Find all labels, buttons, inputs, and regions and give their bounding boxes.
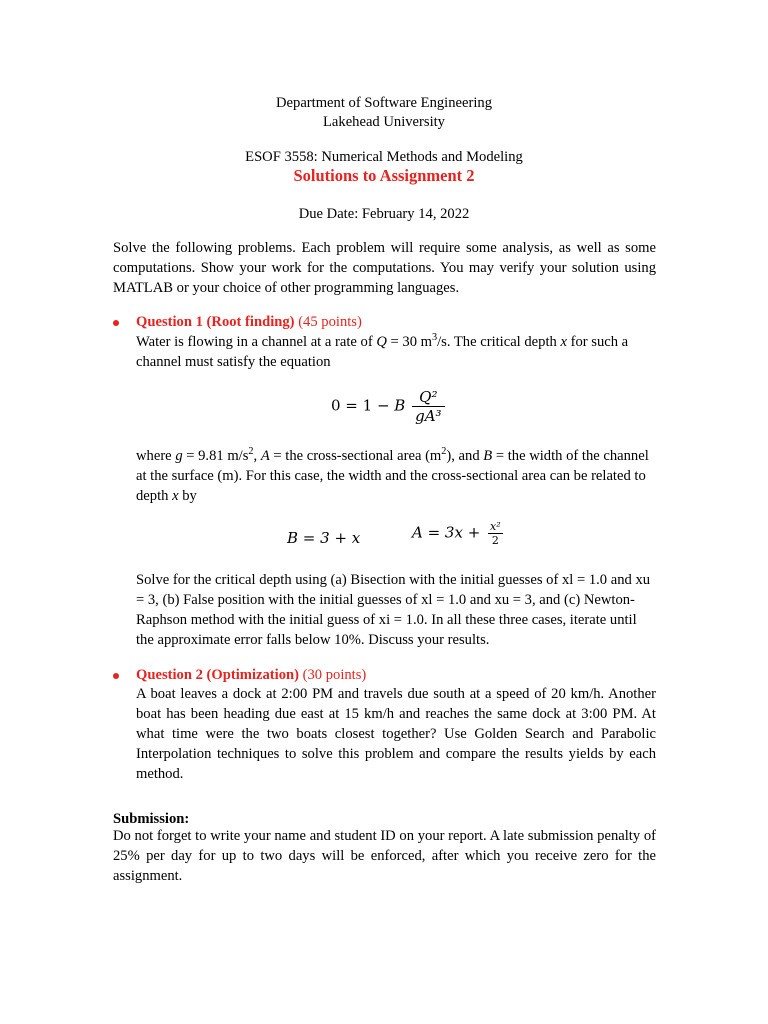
q1-heading: Question 1 (Root finding): [136, 314, 295, 330]
due-date: Due Date: February 14, 2022: [298, 206, 470, 222]
university-line: Lakehead University: [323, 114, 445, 130]
q2-heading: Question 2 (Optimization): [136, 667, 299, 683]
equation-small-fraction: $\frac{\text{x²}}{2}$: [490, 520, 501, 547]
submission-heading: Submission:: [113, 811, 190, 827]
q2-heading-line: [136, 665, 656, 685]
equation-critical-depth: 0 = 1 − B $\frac{\text{Q²}}{\text{gA³}}$: [331, 388, 447, 425]
q1-paragraph-3: Solve for the critical depth using (a) Bisection with the initial guesses of xl = 1.0 and xu = 3, (b) False position with the initial guesses of xl = 1.0 and xu = 3, and (c) Newton-Raphson method with the initial guess of xi = 1.0. In all these three cases, iterate until the approximate error falls below 10%. Discuss your results.: [136, 572, 651, 648]
q1-points: (45 points): [298, 314, 362, 330]
q2-points: (30 points): [302, 667, 367, 683]
course-line: ESOF 3558: Numerical Methods and Modeling: [245, 149, 523, 165]
bullet-icon: [113, 313, 123, 333]
equation-area: A = 3x + $\frac{\text{x²}}{2}$: [412, 520, 501, 547]
intro-paragraph: Solve the following problems. Each problem will require some analysis, as well as some computations. Show your work for the computations. You may verify your solution using MATLAB or your choice of other programming languages.: [113, 240, 656, 296]
department-line: Department of Software Engineering: [276, 95, 492, 111]
q2-body: A boat leaves a dock at 2:00 PM and travels due south at a speed of 20 km/h. Another boat has been heading due east at 15 km/h and reaches the same dock at 3:00 PM. At what time were the two boats closest together? Use Golden Search and Parabolic Interpolation techniques to solve this problem and compare the results yields by each method.: [136, 686, 656, 782]
document-title: Solutions to Assignment 2: [293, 166, 475, 185]
equation-fraction: $\frac{\text{Q²}}{\text{gA³}}$: [412, 388, 444, 425]
bullet-icon: [113, 666, 123, 686]
q1-paragraph-1: Water is flowing in a channel at a rate of Q = 30 $m^3/s$. The critical depth x for such a channel must satisfy the equation: [136, 332, 629, 370]
submission-body: Do not forget to write your name and student ID on your report. A late submission penalty of 25% per day for up to two days will be enforced, after which you receive zero for the assignment.: [113, 828, 656, 884]
equation-width: B = 3 + x: [287, 529, 361, 547]
q1-paragraph-2: where g = 9.81 $m/s^2$, A = the cross-sectional area $(m^2)$, and B = the width of the channel at the surface (m). For this case, the width and the cross-sectional area can be related to depth x by: [136, 446, 649, 504]
q1-heading-line: [136, 312, 656, 332]
